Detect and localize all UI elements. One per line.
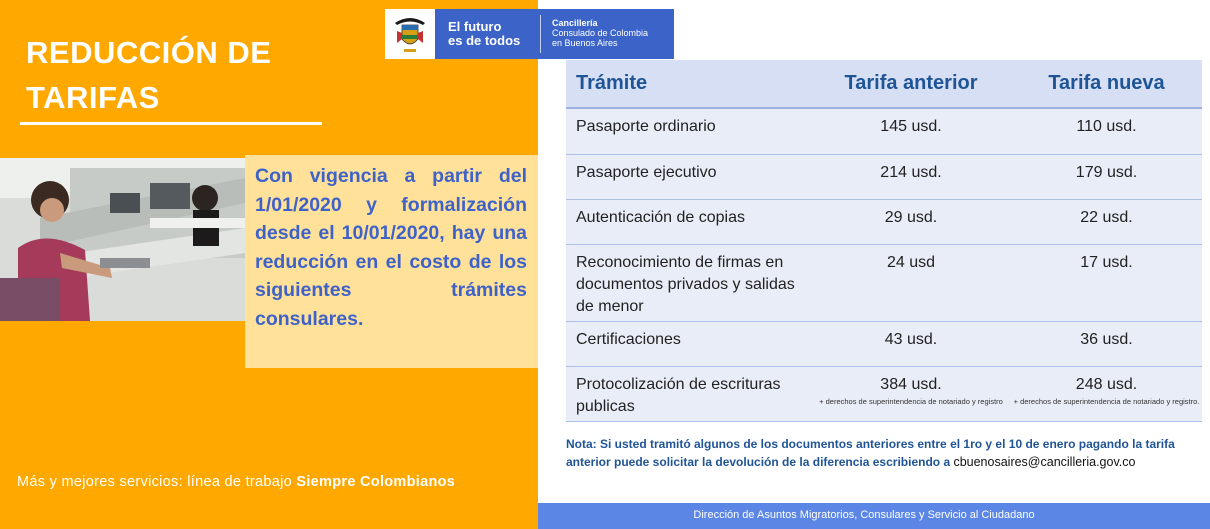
tramite-cell: Protocolización de escrituras publicas [566, 366, 811, 421]
tarifa-nueva-footnote: + derechos de superintendencia de notariado y registro. [1013, 396, 1200, 406]
refund-note [566, 435, 1186, 471]
tarifa-anterior-cell: 24 usd [811, 244, 1011, 321]
logo-slogan-line2: es de todos [448, 33, 521, 48]
footer-tagline-prefix: Más y mejores servicios: línea de trabajo [17, 474, 297, 490]
tramite-cell: Certificaciones [566, 321, 811, 366]
tramite-cell: Reconocimiento de firmas en documentos privados y salidas de menor [566, 244, 811, 321]
table-row [566, 321, 1202, 366]
tarifa-nueva-cell: 36 usd. [1011, 321, 1202, 366]
fees-table [566, 60, 1202, 422]
refund-note-text: Nota: Si usted tramitó algunos de los documentos anteriores entre el 1ro y el 10 de enero pagando la tarifa anterior puede solicitar la devolución de la diferencia escribiendo a [566, 437, 1175, 469]
tarifa-anterior-cell: 29 usd. [811, 199, 1011, 244]
logo-divider [540, 15, 541, 53]
colombia-coat-of-arms-icon [385, 9, 435, 59]
tramite-cell: Autenticación de copias [566, 199, 811, 244]
tarifa-anterior-value: 384 usd. [880, 375, 942, 393]
tarifa-nueva-cell: 179 usd. [1011, 154, 1202, 199]
tarifa-nueva-cell: 110 usd. [1011, 108, 1202, 154]
logo-organization [552, 18, 648, 48]
header-tarifa-anterior: Tarifa anterior [811, 60, 1011, 108]
tarifa-anterior-footnote: + derechos de superintendencia de notariado y registro [819, 396, 1003, 406]
intro-text: Con vigencia a partir del 1/01/2020 y formalización desde el 10/01/2020, hay una reducción en el costo de los siguientes trámites consulares. [255, 165, 527, 330]
table-header-row [566, 60, 1202, 108]
title-underline [20, 122, 322, 125]
left-panel [0, 0, 538, 529]
logo-slogan [448, 20, 520, 48]
government-logo [385, 9, 674, 59]
header-tarifa-nueva: Tarifa nueva [1011, 60, 1202, 108]
tarifa-nueva-cell: 17 usd. [1011, 244, 1202, 321]
tarifa-anterior-cell: 214 usd. [811, 154, 1011, 199]
tramite-cell: Pasaporte ordinario [566, 108, 811, 154]
tarifa-anterior-cell: 145 usd. [811, 108, 1011, 154]
tarifa-nueva-cell: 22 usd. [1011, 199, 1202, 244]
footer-tagline-strong: Siempre Colombianos [296, 474, 456, 490]
consulate-office-photo [0, 158, 245, 321]
table-row [566, 199, 1202, 244]
table-row [566, 154, 1202, 199]
tarifa-nueva-value: 248 usd. [1075, 375, 1138, 393]
tramite-cell: Pasaporte ejecutivo [566, 154, 811, 199]
intro-box [245, 155, 538, 368]
table-row [566, 108, 1202, 154]
fees-table-container [566, 60, 1202, 420]
contact-email: cbuenosaires@cancilleria.gov.co [953, 455, 1136, 469]
table-row [566, 366, 1202, 421]
slide-title: REDUCCIÓN DE TARIFAS [26, 35, 272, 115]
tarifa-anterior-cell [811, 366, 1011, 421]
directorate-name: Dirección de Asuntos Migratorios, Consulares y Servicio al Ciudadano [693, 509, 1035, 521]
logo-org-line2: Consulado de Colombia [552, 28, 649, 38]
footer-tagline [17, 474, 455, 490]
logo-org-line1: Cancillería [552, 18, 598, 28]
header-tramite: Trámite [566, 60, 811, 108]
tarifa-nueva-cell [1011, 366, 1202, 421]
table-row [566, 244, 1202, 321]
bottom-bar [538, 503, 1210, 529]
logo-slogan-line1: El futuro [448, 19, 502, 34]
logo-org-line3: en Buenos Aires [552, 38, 618, 48]
tarifa-anterior-cell: 43 usd. [811, 321, 1011, 366]
